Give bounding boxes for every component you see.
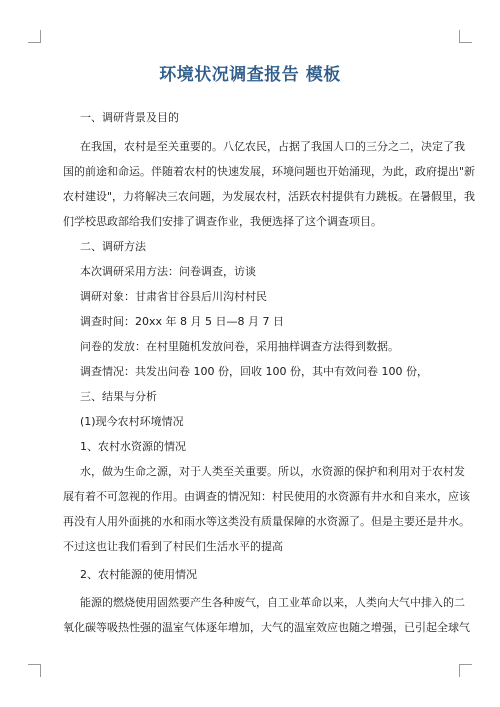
paragraph-line: 能源的燃烧使用固然要产生各种废气，自工业革命以来，人类向大气中排入的二 (80, 596, 465, 609)
subsection-heading-water: 1、农村水资源的情况 (80, 440, 186, 453)
paragraph-line: 水，做为生命之源，对于人类至关重要。所以，水资源的保护和利用对于农村发 (80, 465, 465, 478)
paragraph-line: 再没有人用外面挑的水和雨水等这类没有质量保障的水资源了。但是主要还是井水。 (63, 515, 470, 528)
document-title: 环境状况调查报告 模板 (159, 65, 341, 85)
paragraph-line: 国的前途和命运。伴随着农村的快速发展，环境问题也开始涌现，为此，政府提出"新 (63, 165, 476, 178)
paragraph-line: 在我国，农村是至关重要的。八亿农民，占据了我国人口的三分之二，决定了我 (80, 140, 465, 153)
crop-mark-top-left (28, 30, 41, 43)
crop-mark-top-right (459, 30, 472, 43)
subject-line: 调研对象：甘肃省甘谷县后川沟村村民 (80, 290, 267, 303)
paragraph-line: 展有着不可忽视的作用。由调查的情况知：村民使用的水资源有井水和自来水，应该 (63, 490, 470, 503)
paragraph-line: 农村建设"，力将解决三农问题，为发展农村，活跃农村提供有力跳板。在暑假里，我 (63, 190, 476, 203)
subsection-heading: (1)现今农村环境情况 (80, 415, 184, 428)
method-line: 本次调研采用方法：问卷调查，访谈 (80, 265, 256, 278)
subsection-heading-energy: 2、农村能源的使用情况 (80, 568, 197, 581)
paragraph-line: 不过这也让我们看到了村民们生活水平的提高 (63, 540, 283, 553)
date-line: 调查时间：20xx 年 8 月 5 日—8 月 7 日 (80, 315, 284, 328)
crop-mark-bottom-left (28, 664, 41, 677)
survey-status-line: 调查情况：共发出问卷 100 份，回收 100 份，其中有效问卷 100 份， (80, 365, 428, 378)
distribution-line: 问卷的发放：在村里随机发放问卷，采用抽样调查方法得到数据。 (80, 340, 399, 353)
section-heading-background: 一、调研背景及目的 (80, 111, 179, 124)
paragraph-line: 氧化碳等吸热性强的温室气体逐年增加，大气的温室效应也随之增强，已引起全球气 (63, 621, 470, 634)
section-heading-methods: 二、调研方法 (80, 240, 146, 253)
section-heading-results: 三、结果与分析 (80, 390, 157, 403)
crop-mark-bottom-right (459, 664, 472, 677)
paragraph-line: 们学校思政部给我们安排了调查作业，我便选择了这个调查项目。 (63, 215, 382, 228)
